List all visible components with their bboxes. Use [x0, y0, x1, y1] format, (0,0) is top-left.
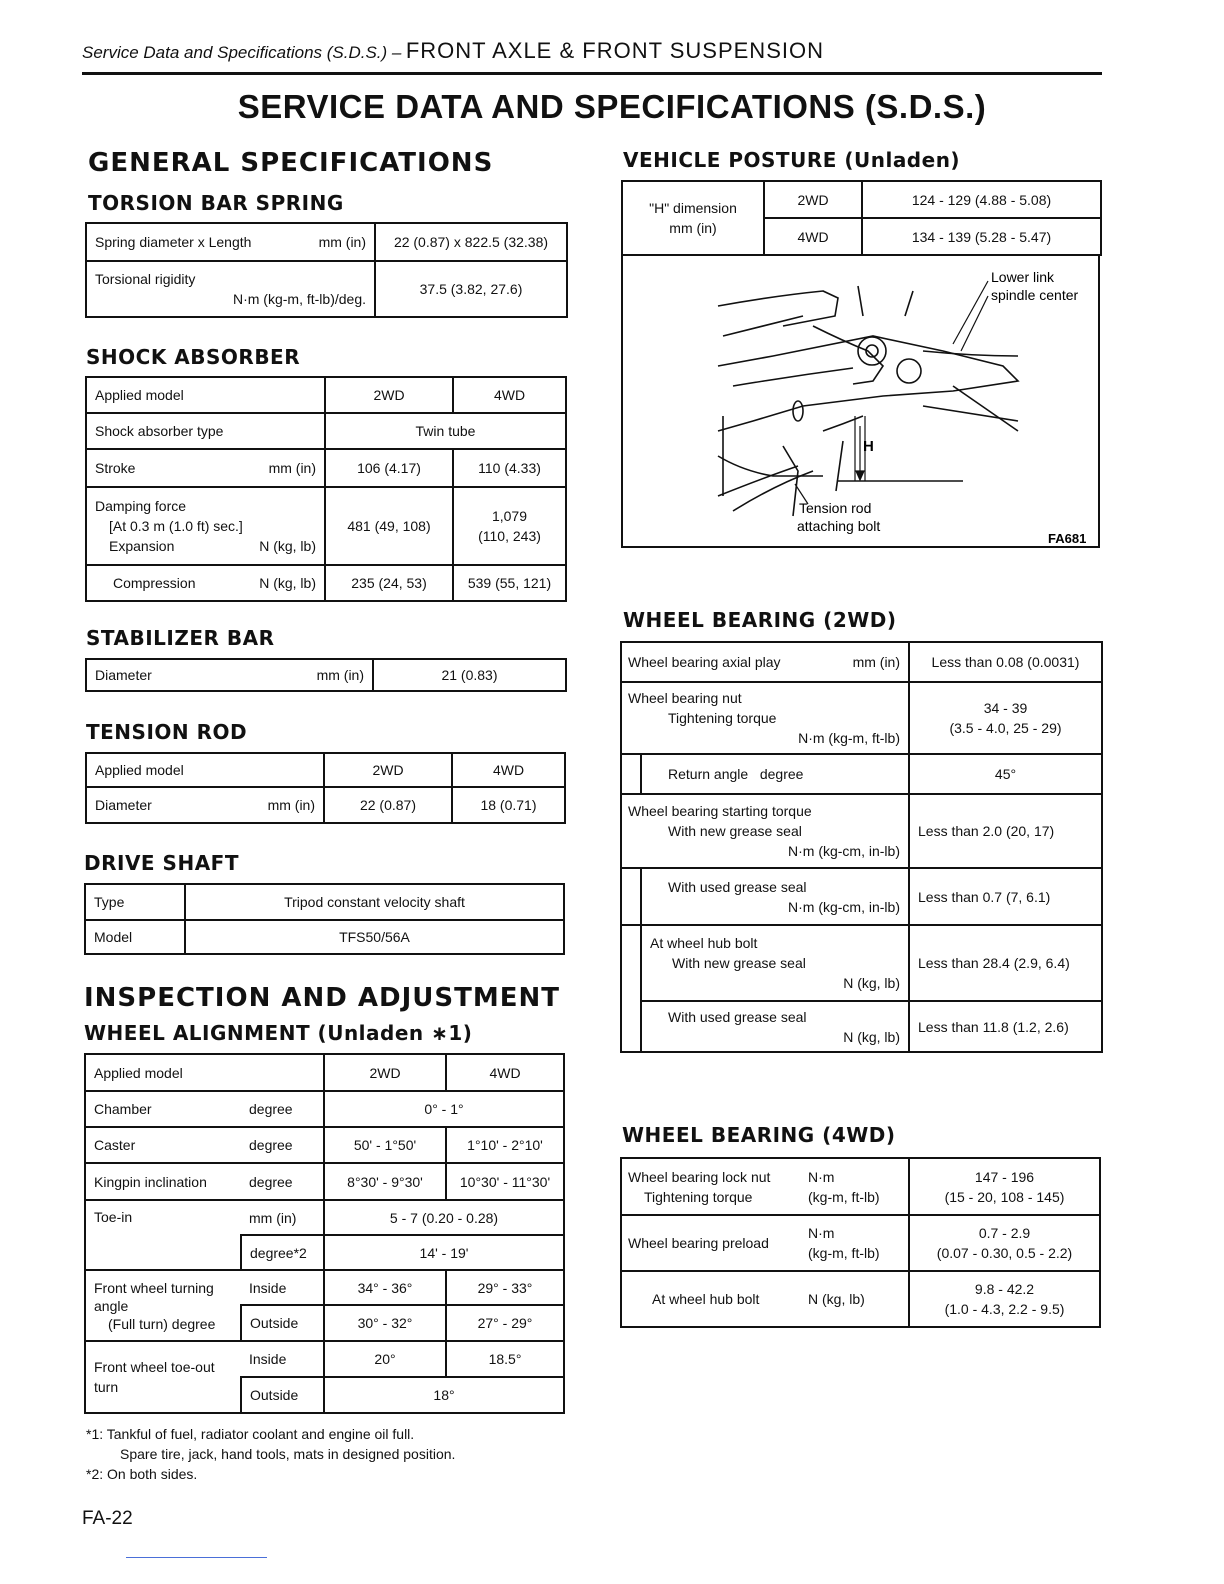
shock-type-value: Twin tube — [325, 413, 566, 449]
toe-out-outside-label: Outside — [241, 1377, 324, 1413]
hub-bolt-new-label: At wheel hub bolt With new grease seal N (kg, lb) — [641, 925, 909, 1001]
tension-col-4wd: 4WD — [452, 753, 565, 787]
spring-dimension-label: Spring diameter x Length mm (in) — [86, 223, 375, 261]
posture-2wd-value: 124 - 129 (4.88 - 5.08) — [862, 181, 1101, 218]
h-dimension-label: "H" dimension mm (in) — [622, 181, 764, 255]
wheel-alignment-heading: WHEEL ALIGNMENT (Unladen ∗1) — [84, 1021, 473, 1045]
bearing-nut-label: Wheel bearing nut Tightening torque N·m (kg-m, ft-lb) — [621, 682, 909, 754]
toe-in-degree-value: 14' - 19' — [324, 1235, 564, 1270]
starting-torque-used-value: Less than 0.7 (7, 6.1) — [909, 868, 1102, 925]
col-2wd: 2WD — [325, 377, 453, 413]
drive-shaft-model-value: TFS50/56A — [185, 920, 564, 954]
inspection-heading: INSPECTION AND ADJUSTMENT — [84, 983, 560, 1013]
camber-label: Chamber — [85, 1091, 241, 1127]
posture-4wd-value: 134 - 139 (5.28 - 5.47) — [862, 218, 1101, 255]
shock-absorber-heading: SHOCK ABSORBER — [86, 345, 301, 369]
callout-spindle-center: spindle center — [991, 287, 1079, 303]
return-angle-indent — [621, 754, 641, 794]
wheel-bearing-2wd-table — [620, 641, 1103, 1053]
section-title: FRONT AXLE & FRONT SUSPENSION — [405, 38, 824, 63]
hub-bolt-4wd-unit: N (kg, lb) — [806, 1271, 909, 1327]
torsional-rigidity-value: 37.5 (3.82, 27.6) — [375, 261, 567, 317]
kingpin-2wd: 8°30' - 9°30' — [324, 1163, 446, 1200]
callout-tension-rod: Tension rod — [799, 500, 872, 516]
compression-2wd: 235 (24, 53) — [325, 565, 453, 601]
stabilizer-diameter-label: Diameter mm (in) — [86, 659, 373, 691]
preload-label: Wheel bearing preload — [621, 1215, 806, 1271]
toe-out-inside-label: Inside — [241, 1341, 324, 1377]
tension-diameter-4wd: 18 (0.71) — [452, 787, 565, 823]
stroke-label: Stroke mm (in) — [86, 449, 325, 487]
stabilizer-bar-heading: STABILIZER BAR — [86, 626, 275, 650]
footnote-2: *2: On both sides. — [86, 1466, 198, 1482]
suspension-drawing — [623, 256, 1098, 546]
caster-label: Caster — [85, 1127, 241, 1163]
caster-2wd: 50' - 1°50' — [324, 1127, 446, 1163]
alignment-applied-label: Applied model — [85, 1054, 324, 1091]
footnote-1: *1: Tankful of fuel, radiator coolant and engine oil full. — [86, 1426, 415, 1442]
col-4wd: 4WD — [453, 377, 566, 413]
compression-4wd: 539 (55, 121) — [453, 565, 566, 601]
hub-bolt-4wd-label: At wheel hub bolt — [621, 1271, 806, 1327]
hub-bolt-used-value: Less than 11.8 (1.2, 2.6) — [909, 1001, 1102, 1052]
callout-attaching-bolt: attaching bolt — [797, 518, 881, 534]
footnotes — [86, 1424, 455, 1484]
drive-shaft-type-value: Tripod constant velocity shaft — [185, 884, 564, 920]
vehicle-posture-heading: VEHICLE POSTURE (Unladen) — [623, 148, 961, 172]
general-specifications-heading: GENERAL SPECIFICATIONS — [88, 148, 494, 178]
kingpin-unit: degree — [241, 1163, 324, 1200]
posture-4wd-label: 4WD — [764, 218, 862, 255]
lock-nut-label: Wheel bearing lock nut Tightening torque — [621, 1158, 806, 1215]
axial-play-value: Less than 0.08 (0.0031) — [909, 642, 1102, 682]
section-label: Service Data and Specifications (S.D.S.) – — [82, 43, 402, 62]
wheel-bearing-4wd-heading: WHEEL BEARING (4WD) — [622, 1123, 896, 1147]
damping-force-label: Damping force [At 0.3 m (1.0 ft) sec.] Expansion N (kg, lb) — [86, 487, 325, 565]
shock-type-label: Shock absorber type — [86, 413, 325, 449]
tension-rod-table — [85, 752, 566, 824]
toe-in-degree-unit: degree*2 — [241, 1235, 324, 1270]
starting-torque-indent — [621, 868, 641, 925]
kingpin-4wd: 10°30' - 11°30' — [446, 1163, 564, 1200]
starting-torque-used-label: With used grease seal N·m (kg-cm, in-lb) — [641, 868, 909, 925]
callout-lower-link: Lower link — [991, 269, 1055, 285]
page-number: FA-22 — [82, 1508, 133, 1529]
spring-dimension-value: 22 (0.87) x 822.5 (32.38) — [375, 223, 567, 261]
starting-torque-new-label: Wheel bearing starting torque With new grease seal N·m (kg-cm, in-lb) — [621, 794, 909, 868]
camber-unit: degree — [241, 1091, 324, 1127]
turning-outside-label: Outside — [241, 1305, 324, 1341]
running-header — [82, 38, 1102, 75]
alignment-col-4wd: 4WD — [446, 1054, 564, 1091]
tension-applied-label: Applied model — [86, 753, 324, 787]
alignment-col-2wd: 2WD — [324, 1054, 446, 1091]
toe-in-label: Toe-in — [85, 1200, 241, 1270]
toe-out-inside-4wd: 18.5° — [446, 1341, 564, 1377]
toe-out-label: Front wheel toe-out turn — [85, 1341, 241, 1413]
drive-shaft-model-label: Model — [85, 920, 185, 954]
lock-nut-unit: N·m (kg-m, ft-lb) — [806, 1158, 909, 1215]
return-angle-value: 45° — [909, 754, 1102, 794]
turning-inside-label: Inside — [241, 1270, 324, 1305]
preload-unit: N·m (kg-m, ft-lb) — [806, 1215, 909, 1271]
wheel-alignment-table — [84, 1053, 565, 1414]
drive-shaft-heading: DRIVE SHAFT — [84, 851, 239, 875]
applied-model-label: Applied model — [86, 377, 325, 413]
torsion-bar-table — [85, 222, 568, 318]
starting-torque-new-value: Less than 2.0 (20, 17) — [909, 794, 1102, 868]
stroke-2wd: 106 (4.17) — [325, 449, 453, 487]
lock-nut-value: 147 - 196 (15 - 20, 108 - 145) — [909, 1158, 1100, 1215]
return-angle-label: Return angle degree — [641, 754, 909, 794]
h-dimension-mark: H — [863, 438, 874, 455]
tension-diameter-label: Diameter mm (in) — [86, 787, 324, 823]
vehicle-posture-table — [621, 180, 1102, 256]
page-title: SERVICE DATA AND SPECIFICATIONS (S.D.S.) — [237, 88, 987, 125]
shock-absorber-table — [85, 376, 567, 602]
preload-value: 0.7 - 2.9 (0.07 - 0.30, 0.5 - 2.2) — [909, 1215, 1100, 1271]
caster-unit: degree — [241, 1127, 324, 1163]
hub-bolt-indent — [621, 925, 641, 1001]
kingpin-label: Kingpin inclination — [85, 1163, 241, 1200]
compression-label: Compression N (kg, lb) — [86, 565, 325, 601]
hub-bolt-4wd-value: 9.8 - 42.2 (1.0 - 4.3, 2.2 - 9.5) — [909, 1271, 1100, 1327]
toe-out-inside-2wd: 20° — [324, 1341, 446, 1377]
drive-shaft-table — [84, 883, 565, 955]
tension-rod-heading: TENSION ROD — [86, 720, 248, 744]
camber-value: 0° - 1° — [324, 1091, 564, 1127]
tension-col-2wd: 2WD — [324, 753, 452, 787]
torsion-bar-heading: TORSION BAR SPRING — [88, 191, 344, 215]
turning-angle-label: Front wheel turning angle (Full turn) degree — [85, 1270, 241, 1341]
axial-play-label: Wheel bearing axial play mm (in) — [621, 642, 909, 682]
bottom-rule — [126, 1557, 267, 1558]
expansion-2wd: 481 (49, 108) — [325, 487, 453, 565]
turning-outside-4wd: 27° - 29° — [446, 1305, 564, 1341]
wheel-bearing-2wd-heading: WHEEL BEARING (2WD) — [623, 608, 897, 632]
stabilizer-bar-table — [85, 658, 567, 692]
hub-bolt-used-indent — [621, 1001, 641, 1052]
expansion-4wd: 1,079 (110, 243) — [453, 487, 566, 565]
suspension-diagram — [621, 254, 1100, 548]
bearing-nut-value: 34 - 39 (3.5 - 4.0, 25 - 29) — [909, 682, 1102, 754]
turning-inside-4wd: 29° - 33° — [446, 1270, 564, 1305]
hub-bolt-used-label: With used grease seal N (kg, lb) — [641, 1001, 909, 1052]
stroke-4wd: 110 (4.33) — [453, 449, 566, 487]
drive-shaft-type-label: Type — [85, 884, 185, 920]
hub-bolt-new-value: Less than 28.4 (2.9, 6.4) — [909, 925, 1102, 1001]
posture-2wd-label: 2WD — [764, 181, 862, 218]
toe-in-mm-unit: mm (in) — [241, 1200, 324, 1235]
caster-4wd: 1°10' - 2°10' — [446, 1127, 564, 1163]
toe-out-outside-value: 18° — [324, 1377, 564, 1413]
footnote-1-cont: Spare tire, jack, hand tools, mats in designed position. — [120, 1446, 456, 1462]
torsional-rigidity-label: Torsional rigidity N·m (kg-m, ft-lb)/deg. — [86, 261, 375, 317]
toe-in-mm-value: 5 - 7 (0.20 - 0.28) — [324, 1200, 564, 1235]
tension-diameter-2wd: 22 (0.87) — [324, 787, 452, 823]
turning-inside-2wd: 34° - 36° — [324, 1270, 446, 1305]
wheel-bearing-4wd-table — [620, 1157, 1101, 1328]
stabilizer-diameter-value: 21 (0.83) — [373, 659, 566, 691]
turning-outside-2wd: 30° - 32° — [324, 1305, 446, 1341]
figure-code: FA681 — [1048, 531, 1087, 546]
